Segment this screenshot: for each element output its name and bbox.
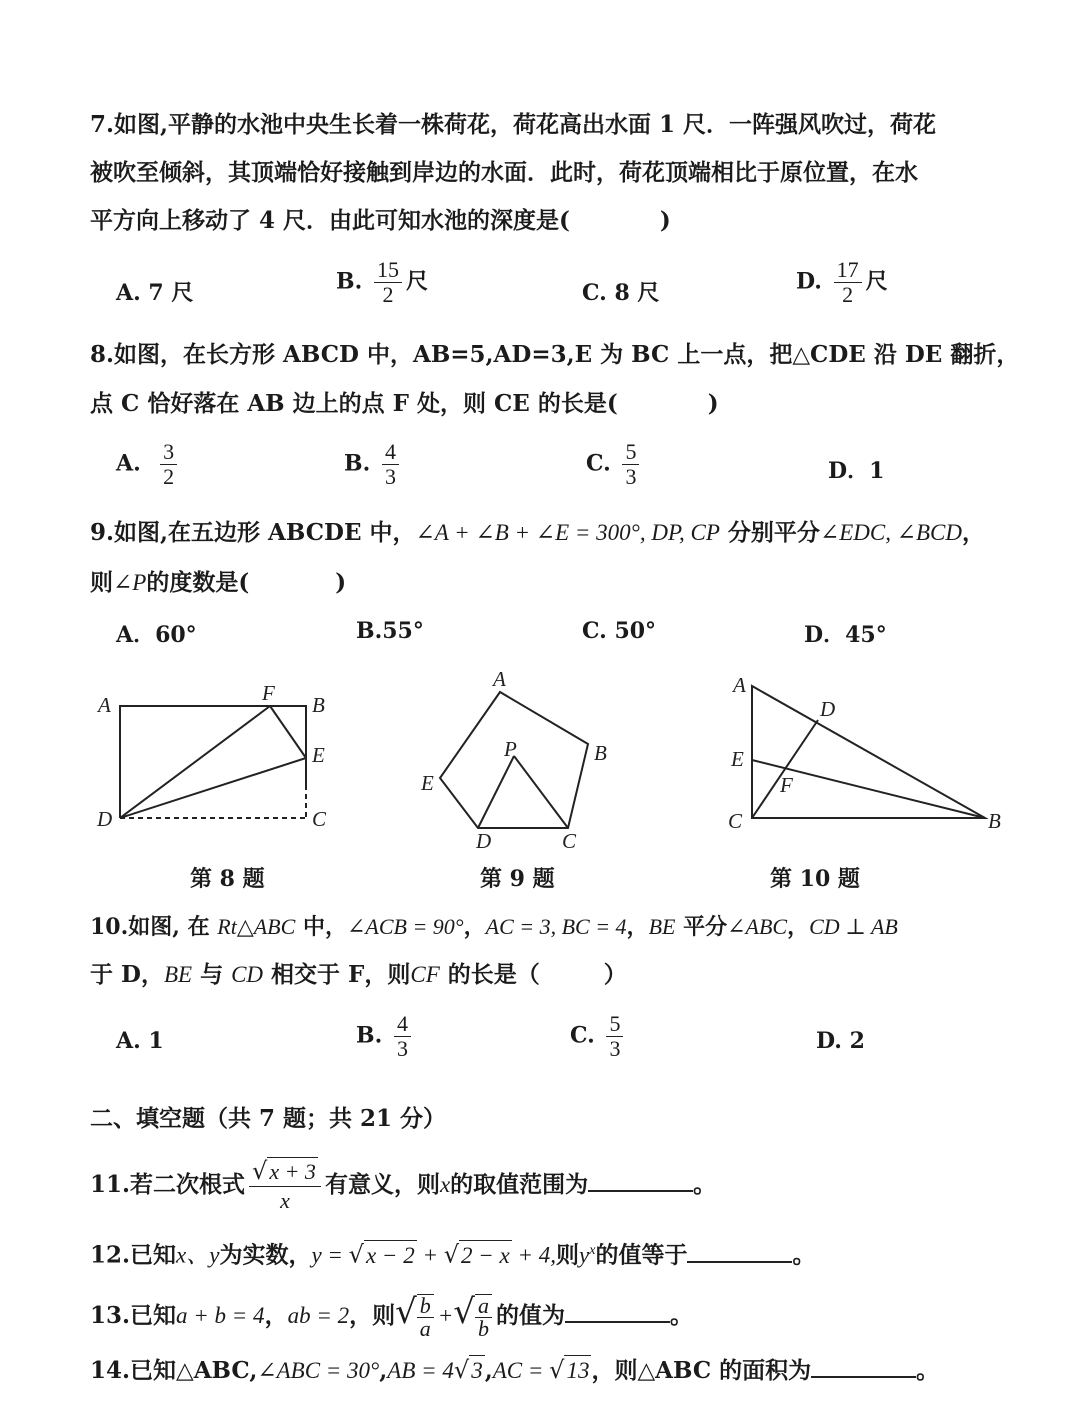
q12-text-a: 12.已知	[90, 1241, 177, 1269]
q10-cd: CD	[231, 962, 264, 987]
fig8-label-a: A	[98, 693, 111, 717]
q14-radicand-2: 13	[564, 1355, 591, 1386]
q9-line-1-text-b: 分别平分	[719, 519, 820, 546]
q11-text-b: 有意义，则	[324, 1171, 440, 1198]
q14-sqrt-icon-2: √	[549, 1356, 565, 1384]
fig9-line-dp	[478, 756, 514, 828]
q13-expr-2: ab = 2	[287, 1303, 350, 1328]
fig8-rectangle	[120, 706, 306, 818]
q12-text-d: 的值等于	[595, 1241, 688, 1269]
q14-answer-blank[interactable]	[811, 1354, 916, 1378]
q13-f1-den: a	[419, 1316, 431, 1341]
q10-angle-acb: ∠ACB = 90°	[346, 914, 464, 939]
q11-end: 。	[693, 1171, 717, 1198]
q7-line-1: 7.如图,平静的水池中央生长着一株荷花，荷花高出水面 1 尺．一阵强风吹过，荷花	[90, 111, 937, 138]
q13-f2-den: b	[477, 1316, 489, 1341]
fig8-line-de	[120, 758, 306, 818]
q11-text-c: 的取值范围为	[450, 1171, 589, 1198]
q13-answer-blank[interactable]	[565, 1299, 670, 1323]
q11-line	[90, 1152, 716, 1218]
q13-line	[90, 1284, 693, 1344]
fig9-label-e: E	[421, 771, 434, 795]
figures-svg	[0, 660, 1080, 860]
q10-option-c-numerator: 5	[606, 1012, 623, 1037]
q10-side-lengths: AC = 3, BC = 4	[485, 914, 627, 939]
fig9-label-d: D	[476, 829, 492, 853]
q7-option-d-numerator: 17	[834, 258, 862, 283]
q9-angle-sum: ∠A + ∠B + ∠E = 300°, DP, CP	[415, 520, 720, 545]
q11-numerator	[249, 1157, 321, 1187]
fig8-label-e: E	[312, 743, 325, 767]
q10-line-2-text-b: 与	[192, 961, 232, 988]
q9-bisected-angles: ∠EDC, ∠BCD	[819, 520, 962, 545]
fig10-label-d: D	[820, 697, 836, 721]
q10-option-b-numerator: 4	[394, 1012, 411, 1037]
q8-line-1: 8.如图，在长方形 ABCD 中，AB=5,AD=3,E 为 BC 上一点，把△CDE 沿 DE 翻折，	[90, 341, 1020, 368]
q10-line-1-text-d: ，	[626, 914, 649, 940]
fig8-line-fe	[270, 706, 306, 758]
q13-expr-1: a + b = 4	[176, 1303, 265, 1328]
q10-be-2: BE	[163, 962, 193, 987]
q9-line-2-text-a: 则	[90, 569, 113, 596]
q14-text-b: ，则△ABC 的面积为	[591, 1357, 812, 1384]
q10-line-1	[90, 912, 898, 942]
q8-option-a-numerator: 3	[160, 440, 177, 465]
q8-option-c-denominator: 3	[625, 464, 637, 489]
q12-sqrt-icon-2: √	[443, 1240, 460, 1269]
q14-comma-2: ,	[484, 1357, 493, 1384]
q12-plus: +	[416, 1242, 444, 1268]
q8-option-a	[116, 440, 181, 489]
q14-sqrt-icon-1: √	[453, 1356, 470, 1384]
fig9-caption: 第 9 题	[480, 866, 555, 892]
q9-line-2	[90, 568, 346, 598]
q12-text-c: 则	[556, 1241, 580, 1269]
q8-option-b-label: B.	[344, 450, 371, 477]
figure-8	[120, 706, 306, 818]
q12-expr-b: + 4,	[511, 1242, 557, 1268]
q11-radicand: x + 3	[269, 1159, 316, 1184]
q12-answer-blank[interactable]	[687, 1239, 792, 1263]
q7-line-2: 被吹至倾斜，其顶端恰好接触到岸边的水面．此时，荷花顶端相比于原位置，在水	[90, 159, 918, 186]
q11-answer-blank[interactable]	[588, 1168, 693, 1192]
q9-angle-p: ∠P	[113, 570, 147, 595]
q12-vars: x、y	[176, 1242, 220, 1268]
q14-text-a: 14.已知△ABC,	[90, 1357, 258, 1384]
q13-text-a: 13.已知	[90, 1302, 177, 1329]
q13-plus: +	[437, 1303, 454, 1328]
fig10-triangle	[752, 686, 985, 818]
fig10-label-e: E	[731, 747, 744, 771]
q9-option-c: C. 50°	[582, 618, 657, 644]
q13-sqrt-icon-1: √	[395, 1292, 417, 1332]
q8-option-b-denominator: 3	[384, 464, 396, 489]
fig9-label-b: B	[594, 741, 607, 765]
q8-option-c-numerator: 5	[622, 440, 639, 465]
fig9-label-p: P	[504, 737, 517, 761]
q14-expr-2a: AB = 4	[387, 1358, 454, 1383]
q11-fraction	[249, 1157, 321, 1215]
q8-option-c	[586, 440, 643, 489]
q12-pow-exp: x	[589, 1243, 596, 1258]
fig10-label-b: B	[988, 809, 1001, 833]
q8-option-d: D．1	[828, 458, 885, 484]
q11-denominator: x	[280, 1188, 290, 1213]
q10-option-b	[356, 1012, 415, 1061]
fig9-label-a: A	[493, 667, 506, 691]
q9-line-1-text-c: ，	[961, 519, 985, 546]
fig10-caption: 第 10 题	[770, 866, 860, 892]
q9-option-d: D．45°	[804, 622, 887, 648]
q10-line-1-text-e: 平分	[675, 914, 728, 940]
q8-option-c-label: C.	[586, 450, 611, 477]
fig9-label-c: C	[562, 829, 577, 853]
q7-option-b-fraction	[374, 258, 402, 307]
q13-sqrt-icon-2: √	[453, 1292, 475, 1332]
q12-line	[90, 1236, 815, 1271]
q9-paren-close: )	[335, 569, 347, 596]
q10-line-1-text-b: 中，	[295, 914, 347, 940]
q12-expr-a: y =	[311, 1242, 349, 1268]
q10-option-b-denominator: 3	[396, 1036, 408, 1061]
q14-radicand-1: 3	[469, 1355, 485, 1386]
q12-radicand-1: x − 2	[364, 1240, 417, 1271]
q7-line-3	[90, 206, 671, 236]
fig8-caption: 第 8 题	[190, 866, 265, 892]
q9-line-2-text-b: 的度数是(	[146, 569, 250, 596]
q7-option-d-fraction	[834, 258, 862, 307]
q13-text-c: 的值为	[495, 1302, 565, 1329]
q10-cf: CF	[410, 962, 440, 987]
q10-option-a: A. 1	[116, 1028, 164, 1054]
q10-be: BE	[648, 914, 676, 939]
q8-line-2	[90, 389, 719, 419]
q10-line-2-text-c: 相交于 F，则	[263, 961, 411, 988]
q10-line-1-text-a: 10.如图, 在	[90, 914, 218, 940]
q9-line-1-text-a: 9.如图,在五边形 ABCDE 中，	[90, 519, 416, 546]
q13-f1-num: b	[417, 1295, 434, 1318]
q13-fraction-1	[417, 1294, 434, 1340]
q10-option-b-fraction	[394, 1012, 411, 1061]
q7-option-c: C. 8 尺	[582, 280, 660, 306]
q7-option-b-label: B.	[336, 268, 363, 295]
q10-triangle: Rt△ABC	[217, 914, 296, 939]
figure-10	[752, 686, 985, 818]
q12-text-b: 为实数，	[219, 1241, 312, 1269]
q14-end: 。	[916, 1357, 940, 1384]
q7-paren-close: )	[659, 207, 671, 234]
fig8-label-b: B	[312, 693, 325, 717]
q12-end: 。	[792, 1241, 816, 1269]
q8-option-b	[344, 440, 403, 489]
q10-line-2-text-d: 的长是（	[439, 961, 540, 988]
q12-pow-base: y	[579, 1242, 590, 1268]
q13-end: 。	[669, 1302, 693, 1329]
q12-sqrt-icon-1: √	[348, 1240, 364, 1269]
q13-text-b: ，则	[349, 1302, 396, 1329]
q14-line	[90, 1354, 939, 1386]
q11-var: x	[439, 1172, 451, 1197]
fig8-label-d: D	[97, 807, 113, 831]
q11-text-a: 11.若二次根式	[90, 1171, 246, 1198]
q8-option-c-fraction	[622, 440, 639, 489]
q10-option-b-label: B.	[356, 1022, 383, 1049]
section-2-title: 二、填空题（共 7 题；共 21 分）	[90, 1105, 447, 1132]
q7-option-d-unit: 尺	[865, 268, 888, 295]
fig10-label-f: F	[780, 773, 793, 797]
q9-option-a: A．60°	[116, 622, 197, 648]
q8-option-a-label: A.	[116, 450, 141, 477]
q8-option-b-numerator: 4	[382, 440, 399, 465]
q10-line-1-text-f: ，	[787, 914, 810, 940]
q10-option-c-fraction	[606, 1012, 623, 1061]
q10-option-d: D. 2	[816, 1028, 865, 1054]
q7-option-d	[796, 258, 888, 307]
q10-line-2	[90, 960, 627, 990]
q7-line-3-text: 平方向上移动了 4 尺．由此可知水池的深度是(	[90, 207, 570, 234]
q10-line-2-text-a: 于 D，	[90, 961, 164, 988]
q7-option-d-label: D.	[796, 268, 822, 295]
q8-option-a-denominator: 2	[163, 464, 175, 489]
fig8-line-df	[120, 706, 270, 818]
q8-option-a-fraction	[160, 440, 177, 489]
q8-paren-close: )	[707, 390, 719, 417]
q14-expr-3a: AC =	[492, 1358, 550, 1383]
q10-line-1-text-c: ，	[463, 914, 486, 940]
fig8-label-f: F	[262, 681, 275, 705]
fig10-label-a: A	[733, 673, 746, 697]
q8-line-2-text: 点 C 恰好落在 AB 边上的点 F 处，则 CE 的长是(	[90, 390, 618, 417]
q14-expr-1: ∠ABC = 30°	[257, 1358, 380, 1383]
q10-option-c-label: C.	[570, 1022, 595, 1049]
q7-option-b-denominator: 2	[382, 282, 394, 307]
q10-option-c	[570, 1012, 627, 1061]
q14-comma-1: ,	[379, 1357, 388, 1384]
q7-option-d-denominator: 2	[842, 282, 854, 307]
q10-angle-abc: ∠ABC	[727, 914, 788, 939]
q7-option-b-unit: 尺	[405, 268, 428, 295]
q8-option-b-fraction	[382, 440, 399, 489]
q9-line-1	[90, 518, 985, 548]
q13-f2-num: a	[475, 1295, 492, 1318]
q13-comma-1: ，	[264, 1302, 288, 1329]
q10-paren-close: ）	[603, 961, 627, 988]
q12-radicand-2: 2 − x	[459, 1240, 512, 1271]
q7-option-b-numerator: 15	[374, 258, 402, 283]
fig8-label-c: C	[312, 807, 327, 831]
q10-option-c-denominator: 3	[609, 1036, 621, 1061]
q7-option-b	[336, 258, 428, 307]
q10-cd-perp-ab: CD ⊥ AB	[809, 914, 898, 939]
q7-option-a: A. 7 尺	[116, 280, 194, 306]
fig9-line-cp	[514, 756, 568, 828]
q9-option-b: B.55°	[356, 618, 424, 644]
q13-fraction-2	[475, 1294, 492, 1340]
fig10-label-c: C	[728, 809, 743, 833]
q11-sqrt-icon: √	[252, 1157, 268, 1185]
